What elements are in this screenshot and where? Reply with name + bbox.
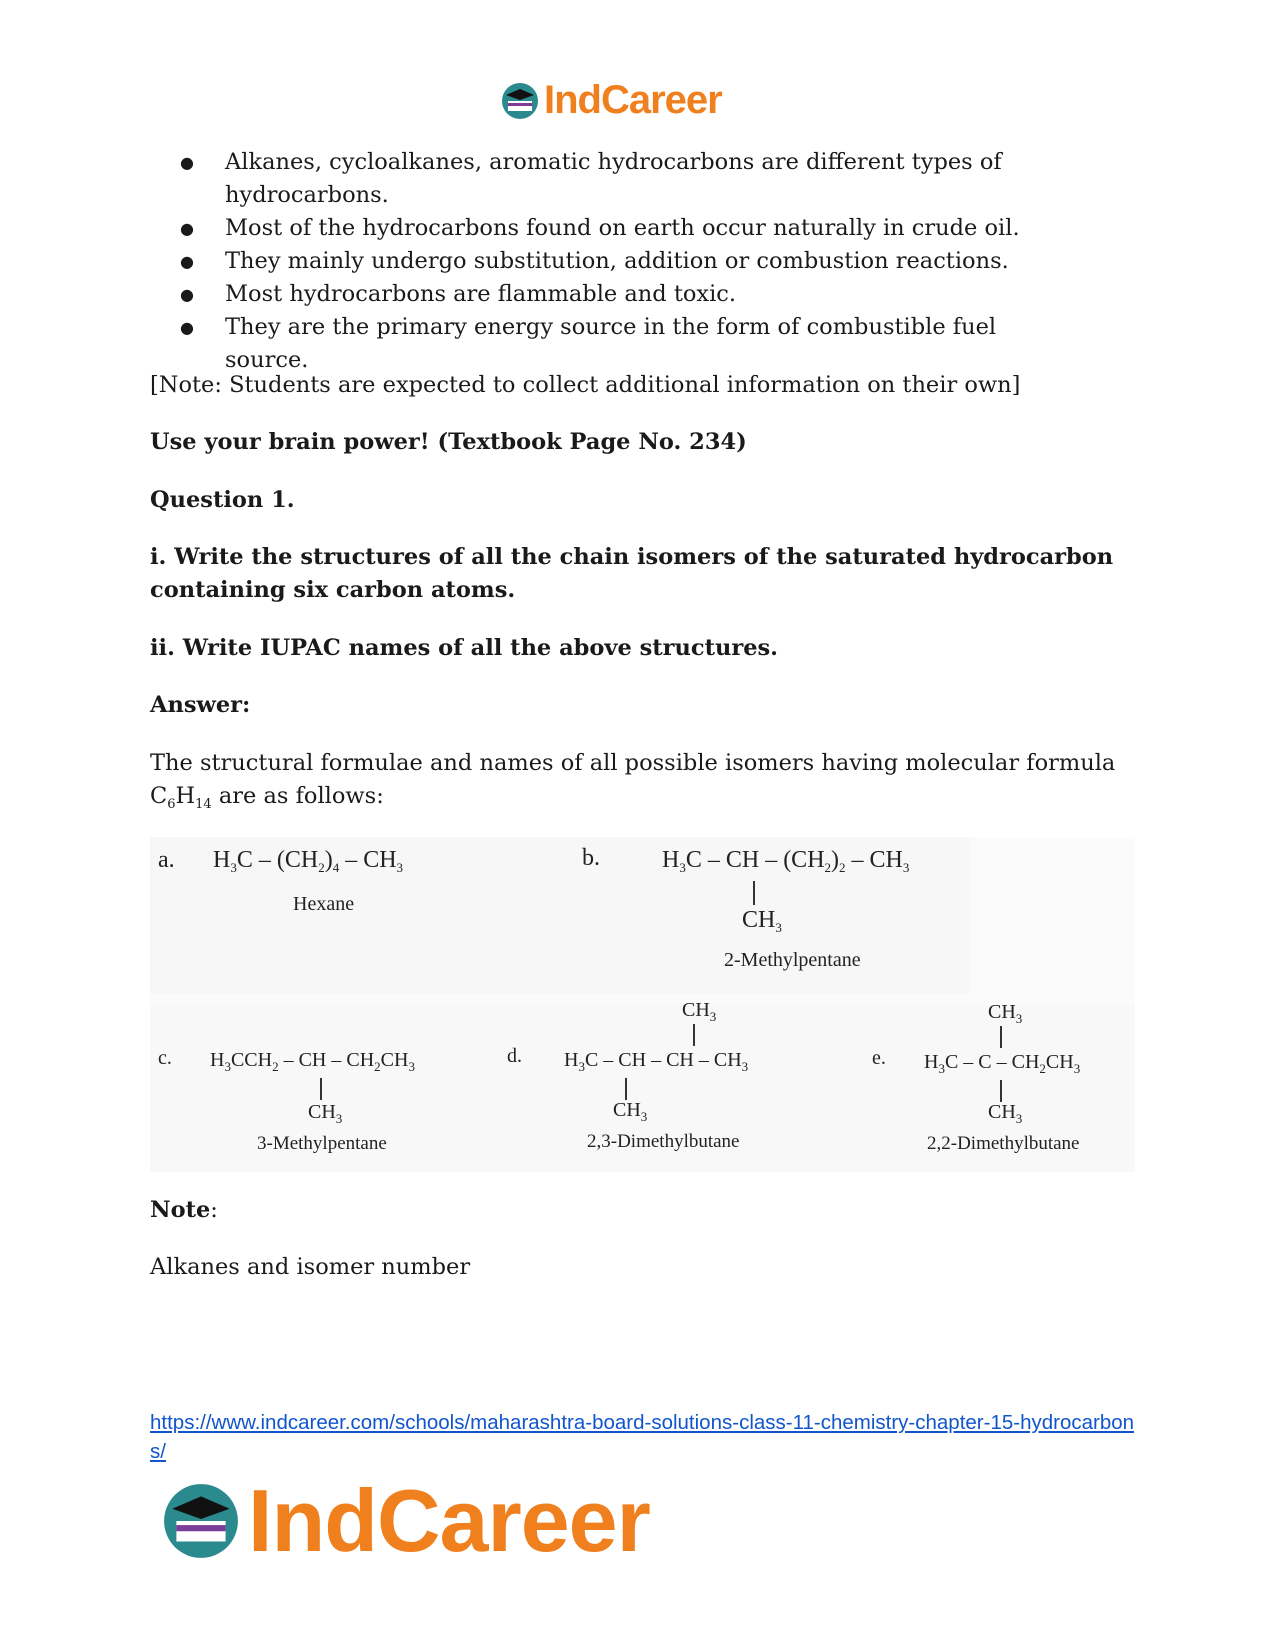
graduation-book-icon — [160, 1480, 242, 1562]
list-item: ● They are the primary energy source in the form of combustible fuel source. — [180, 311, 1080, 377]
structure-d-branch-bottom: $CH_3$ — [613, 1099, 648, 1124]
question-part-ii: ii. Write IUPAC names of all the above structures. — [150, 635, 779, 661]
structure-b-branch: $CH_3$ — [742, 907, 782, 935]
list-item: ● Alkanes, cycloalkanes, aromatic hydrocarbons are different types of hydrocarbons. — [180, 146, 1080, 212]
brain-power-heading: Use your brain power! (Textbook Page No. 234) — [150, 429, 747, 455]
answer-label: Answer: — [150, 692, 251, 718]
structure-c-branch: $CH_3$ — [308, 1101, 343, 1126]
structure-e-branch-bottom: $CH_3$ — [988, 1101, 1023, 1126]
structure-c-label: c. — [158, 1047, 172, 1069]
source-link[interactable]: https://www.indcareer.com/schools/maharashtra-board-solutions-class-11-chemistry-chapter-15-hydrocarbons/ — [150, 1411, 1135, 1463]
molecular-formula: $C_6H_{14}$ — [150, 783, 212, 812]
list-item: ● They mainly undergo substitution, addition or combustion reactions. — [180, 245, 1080, 278]
list-item: ● Most hydrocarbons are flammable and toxic. — [180, 278, 1080, 311]
isomer-structures-figure — [150, 837, 1135, 1172]
structure-c-formula: $H_3CCH_2$ – CH – $CH_2CH_3$ — [210, 1049, 415, 1074]
structure-e-branch-top: $CH_3$ — [988, 1001, 1023, 1026]
structure-c-caption: 3-Methylpentane — [257, 1133, 387, 1154]
list-item: ● Most of the hydrocarbons found on earth occur naturally in crude oil. — [180, 212, 1080, 245]
answer-text-line-1: The structural formulae and names of all possible isomers having molecular formula — [150, 750, 1116, 776]
structure-b-formula: $H_3C$ – CH – $(CH_2)_2 - CH_3$ — [662, 847, 910, 875]
brand-name: IndCareer — [544, 78, 722, 122]
header-logo — [500, 78, 722, 123]
footer-logo — [160, 1470, 650, 1572]
structure-d-caption: 2,3-Dimethylbutane — [587, 1131, 740, 1152]
structure-a-formula: $H_3C - (CH_2)_4 - CH_3$ — [213, 847, 404, 875]
structure-e-label: e. — [872, 1047, 886, 1069]
structure-d-branch-top: $CH_3$ — [682, 999, 717, 1024]
answer-text — [150, 747, 1140, 813]
graduation-book-icon — [500, 81, 540, 121]
structure-b-caption: 2-Methylpentane — [724, 949, 861, 971]
structure-b-label: b. — [582, 845, 600, 871]
note-text: Alkanes and isomer number — [150, 1254, 471, 1280]
students-note: [Note: Students are expected to collect additional information on their own] — [150, 372, 1021, 398]
brand-name: IndCareer — [248, 1471, 650, 1570]
structure-e-formula: $H_3C$ – C – $CH_2CH_3$ — [924, 1051, 1081, 1076]
question-part-i: i. Write the structures of all the chain isomers of the saturated hydrocarbon containing six carbon atoms. — [150, 544, 1114, 603]
question-heading: Question 1. — [150, 487, 295, 513]
note-heading: Note: — [150, 1197, 218, 1223]
structure-d-formula: $H_3C$ – CH – CH – $CH_3$ — [564, 1049, 749, 1074]
structure-a-caption: Hexane — [293, 893, 355, 915]
structure-d-label: d. — [507, 1045, 522, 1067]
structure-e-caption: 2,2-Dimethylbutane — [927, 1133, 1080, 1154]
structure-a-label: a. — [158, 847, 175, 873]
answer-text-line-2: are as follows: — [211, 783, 384, 809]
bullet-list — [180, 146, 1080, 377]
